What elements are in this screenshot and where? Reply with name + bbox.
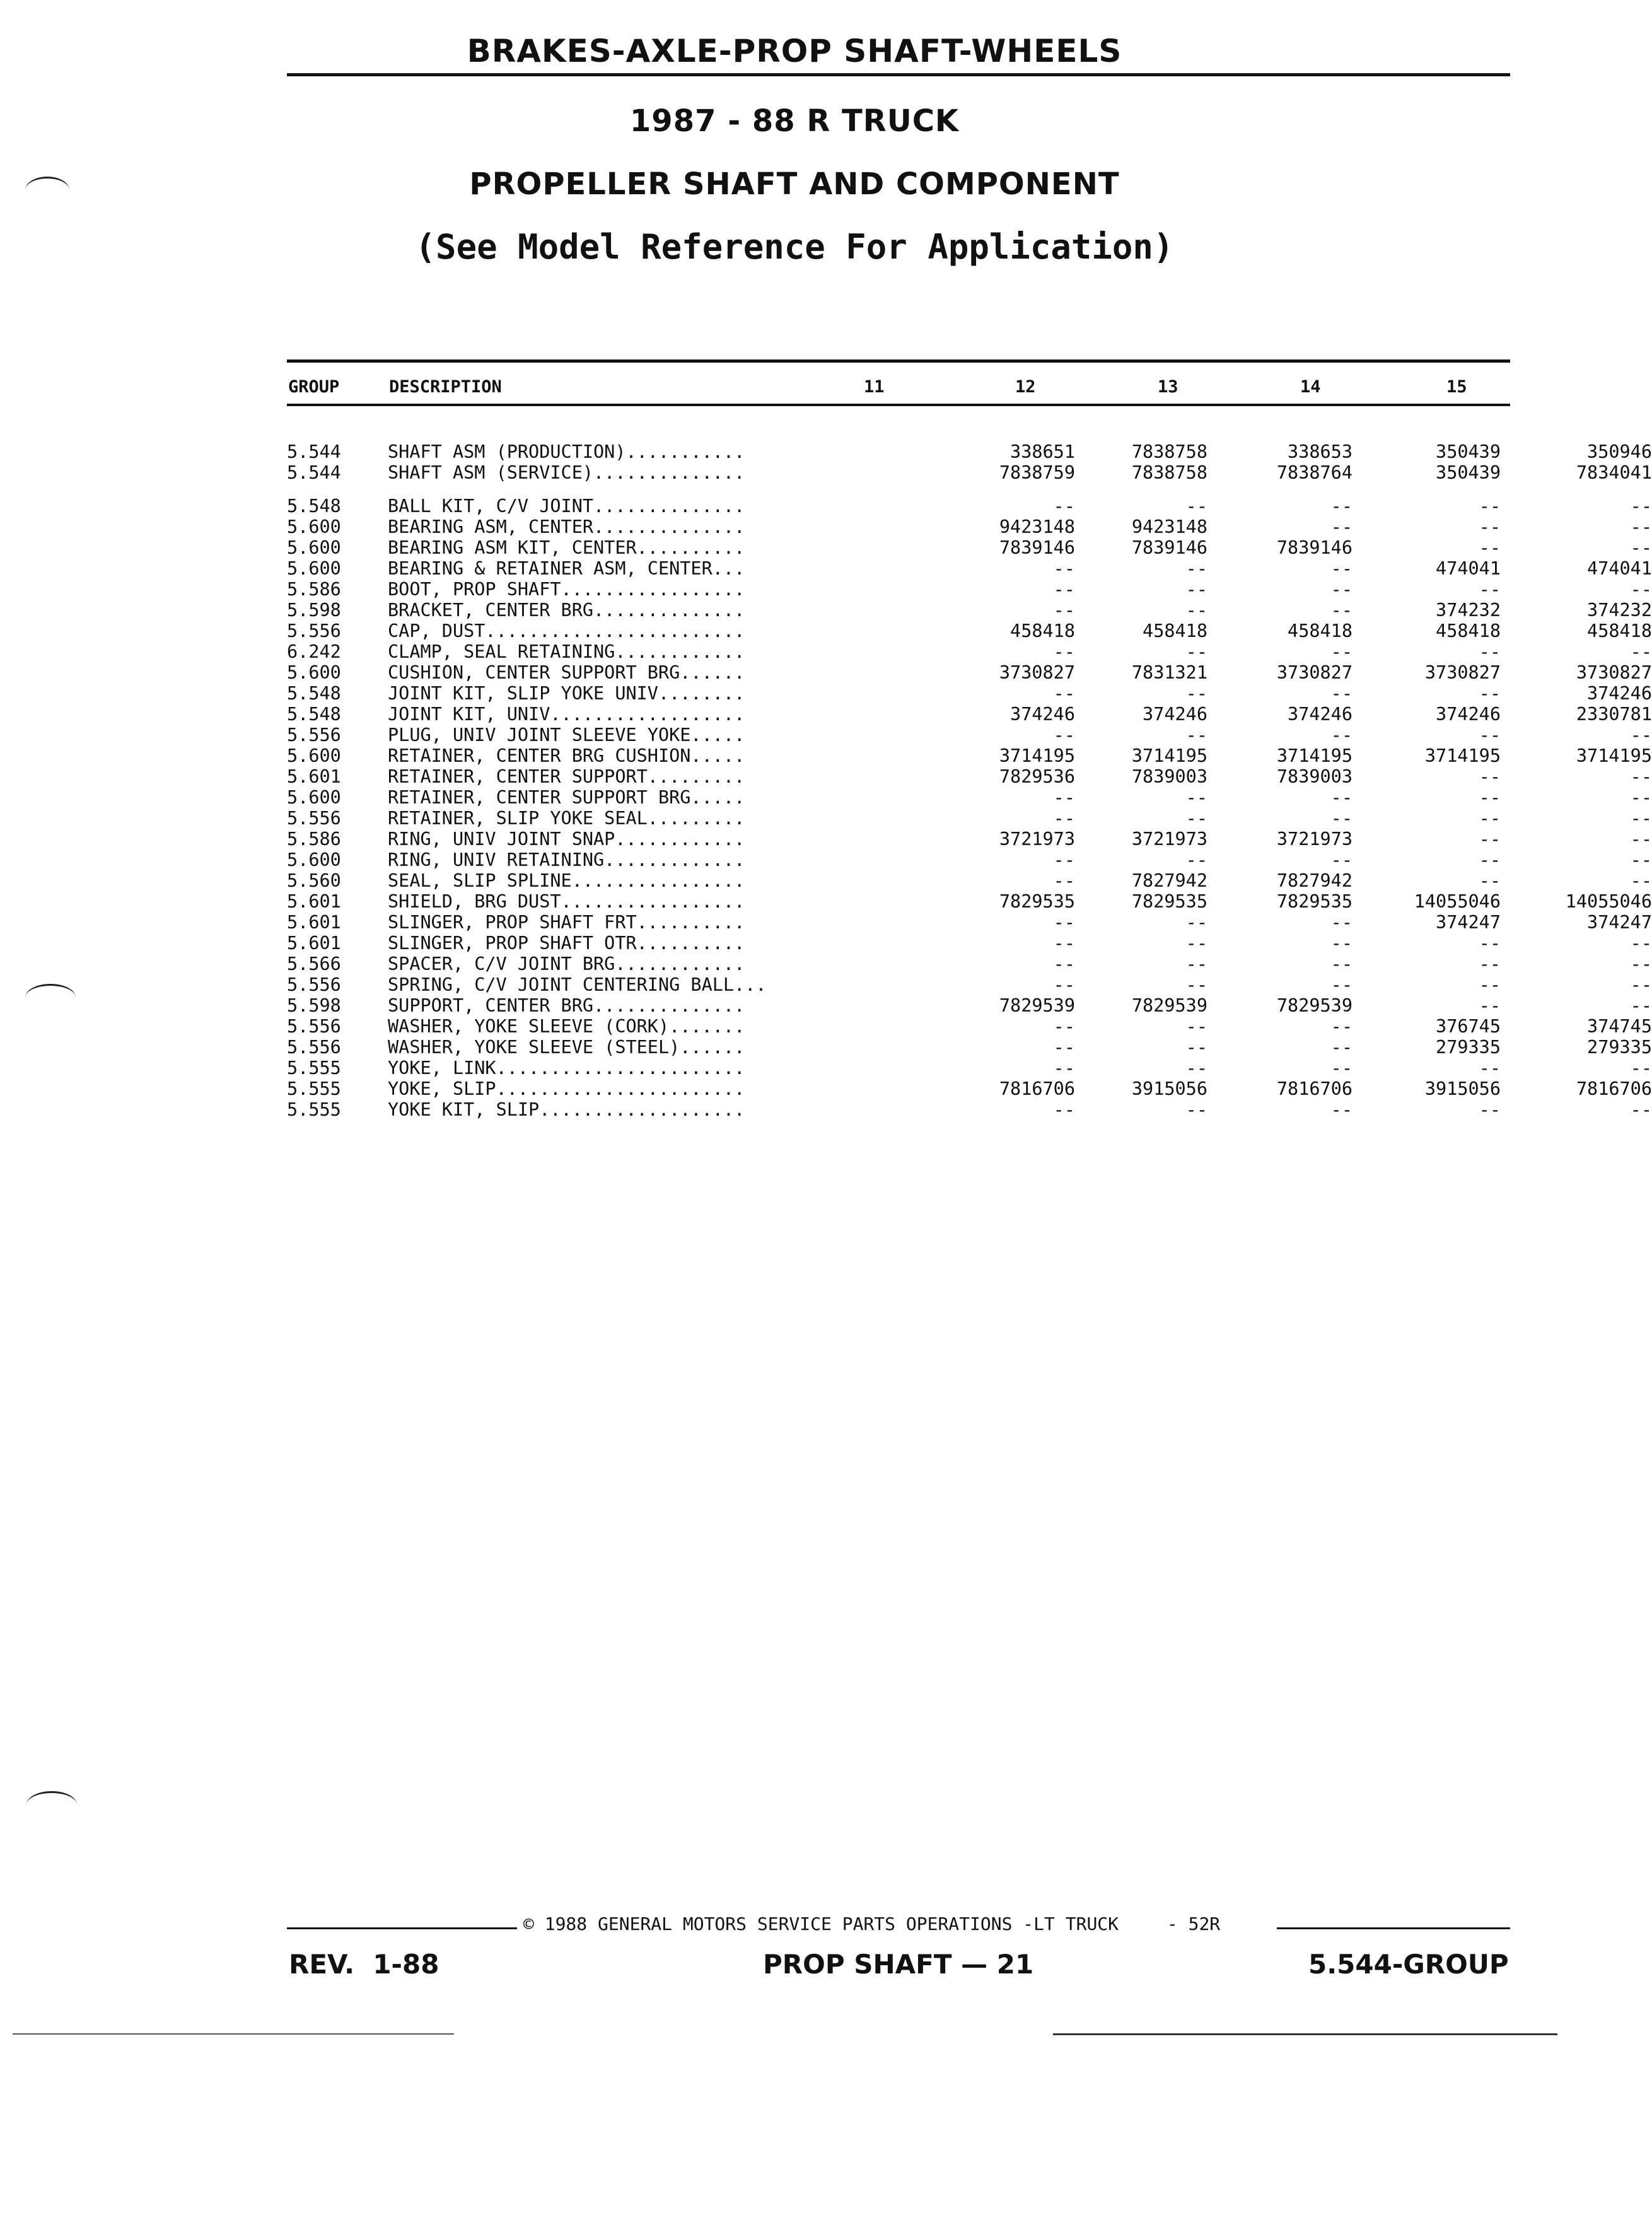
part-number-14: --	[1479, 725, 1501, 745]
copyright-text: © 1988 GENERAL MOTORS SERVICE PARTS OPERATIONS -LT TRUCK	[523, 1913, 1119, 1934]
model-title: 1987 - 88 R TRUCK	[629, 103, 960, 139]
group-code: 5.555	[287, 1099, 341, 1120]
part-number-15: --	[1630, 1058, 1652, 1078]
part-number-13: 7816706	[1276, 1078, 1352, 1099]
part-number-12: 7829535	[1131, 891, 1207, 912]
part-description: RETAINER, CENTER SUPPORT BRG.....	[388, 787, 745, 808]
part-description: CLAMP, SEAL RETAINING............	[388, 641, 745, 662]
binder-hole-mark	[25, 984, 76, 1011]
part-number-11: --	[1053, 870, 1075, 891]
binder-hole-mark	[25, 177, 69, 204]
part-description: RING, UNIV JOINT SNAP............	[388, 829, 745, 850]
group-code: 5.600	[287, 662, 341, 683]
part-number-12: --	[1185, 974, 1207, 995]
group-code: 5.556	[287, 1016, 341, 1037]
part-number-13: --	[1330, 787, 1352, 808]
part-description: YOKE, SLIP.......................	[388, 1078, 745, 1099]
group-code: 5.566	[287, 954, 341, 974]
part-number-14: --	[1479, 829, 1501, 850]
component-title: PROPELLER SHAFT AND COMPONENT	[469, 166, 1120, 202]
group-code: 5.586	[287, 829, 341, 850]
part-number-13: --	[1330, 558, 1352, 579]
part-number-14: --	[1479, 537, 1501, 558]
column-header-15: 15	[1446, 377, 1467, 397]
group-code: 5.586	[287, 579, 341, 600]
part-number-14: --	[1479, 683, 1501, 704]
part-number-15: 458418	[1587, 621, 1652, 641]
column-header-13: 13	[1158, 377, 1178, 397]
application-note: (See Model Reference For Application)	[415, 227, 1174, 267]
group-code: 5.548	[287, 704, 341, 725]
footer-rule-right	[1277, 1927, 1510, 1929]
part-number-14: --	[1479, 995, 1501, 1016]
part-number-11: --	[1053, 787, 1075, 808]
part-number-12: --	[1185, 787, 1207, 808]
part-number-15: --	[1630, 974, 1652, 995]
part-number-12: 458418	[1143, 621, 1207, 641]
part-number-11: 3721973	[999, 829, 1075, 850]
page-code: - 52R	[1166, 1913, 1221, 1934]
part-number-11: --	[1053, 808, 1075, 829]
part-description: JOINT KIT, SLIP YOKE UNIV........	[388, 683, 745, 704]
part-number-12: --	[1185, 579, 1207, 600]
column-header-description: DESCRIPTION	[389, 377, 502, 397]
part-description: YOKE, LINK.......................	[388, 1058, 745, 1078]
part-number-15: 7834041	[1576, 462, 1652, 483]
part-number-11: --	[1053, 1037, 1075, 1058]
part-description: BRACKET, CENTER BRG..............	[388, 600, 745, 621]
part-number-14: 474041	[1436, 558, 1501, 579]
part-number-12: 3714195	[1131, 745, 1207, 766]
group-code: 5.548	[287, 683, 341, 704]
part-number-14: 3915056	[1424, 1078, 1501, 1099]
part-number-15: --	[1630, 995, 1652, 1016]
binder-hole-mark	[26, 1791, 77, 1818]
part-number-15: --	[1630, 850, 1652, 870]
part-number-11: 338651	[1010, 441, 1075, 462]
part-number-12: 3915056	[1131, 1078, 1207, 1099]
part-number-12: --	[1185, 850, 1207, 870]
group-code: 5.598	[287, 995, 341, 1016]
part-number-12: 7827942	[1131, 870, 1207, 891]
revision-label: REV. 1-88	[289, 1949, 439, 1980]
group-code: 5.600	[287, 745, 341, 766]
part-number-14: --	[1479, 850, 1501, 870]
group-code: 5.556	[287, 1037, 341, 1058]
part-number-11: 3714195	[999, 745, 1075, 766]
part-number-15: --	[1630, 537, 1652, 558]
part-number-14: 374246	[1436, 704, 1501, 725]
group-code: 5.601	[287, 891, 341, 912]
part-number-15: --	[1630, 641, 1652, 662]
part-description: SEAL, SLIP SPLINE................	[388, 870, 745, 891]
part-description: BOOT, PROP SHAFT.................	[388, 579, 745, 600]
part-number-14: --	[1479, 496, 1501, 517]
part-number-14: 3730827	[1424, 662, 1501, 683]
part-number-13: 7827942	[1276, 870, 1352, 891]
part-number-13: 338653	[1288, 441, 1352, 462]
part-number-15: 279335	[1587, 1037, 1652, 1058]
part-number-15: 474041	[1587, 558, 1652, 579]
top-rule	[287, 73, 1510, 76]
part-number-13: 7829535	[1276, 891, 1352, 912]
part-description: BEARING ASM, CENTER..............	[388, 517, 745, 537]
part-number-14: --	[1479, 787, 1501, 808]
part-number-13: 3730827	[1276, 662, 1352, 683]
footer-rule-left	[287, 1927, 517, 1929]
group-code: 5.600	[287, 537, 341, 558]
part-number-15: 374232	[1587, 600, 1652, 621]
part-description: WASHER, YOKE SLEEVE (CORK).......	[388, 1016, 745, 1037]
part-number-13: 3721973	[1276, 829, 1352, 850]
part-number-15: 3714195	[1576, 745, 1652, 766]
group-code: 5.600	[287, 517, 341, 537]
part-number-11: --	[1053, 933, 1075, 954]
part-number-11: 374246	[1010, 704, 1075, 725]
part-number-11: 7829535	[999, 891, 1075, 912]
part-number-15: --	[1630, 787, 1652, 808]
group-code: 5.544	[287, 441, 341, 462]
part-number-15: 350946	[1587, 441, 1652, 462]
part-number-12: --	[1185, 725, 1207, 745]
part-number-13: --	[1330, 933, 1352, 954]
part-number-12: 374246	[1143, 704, 1207, 725]
part-number-13: 374246	[1288, 704, 1352, 725]
part-number-13: 3714195	[1276, 745, 1352, 766]
group-code: 5.600	[287, 558, 341, 579]
part-number-12: --	[1185, 1099, 1207, 1120]
part-description: SPACER, C/V JOINT BRG............	[388, 954, 745, 974]
part-description: RETAINER, CENTER SUPPORT.........	[388, 766, 745, 787]
part-number-15: 374246	[1587, 683, 1652, 704]
part-number-13: --	[1330, 600, 1352, 621]
part-number-13: --	[1330, 1058, 1352, 1078]
part-description: SUPPORT, CENTER BRG..............	[388, 995, 745, 1016]
part-description: SLINGER, PROP SHAFT FRT..........	[388, 912, 745, 933]
part-number-12: --	[1185, 641, 1207, 662]
group-code: 5.556	[287, 974, 341, 995]
part-number-12: --	[1185, 1058, 1207, 1078]
part-number-11: 7838759	[999, 462, 1075, 483]
part-number-13: --	[1330, 1037, 1352, 1058]
part-number-11: --	[1053, 912, 1075, 933]
part-number-15: --	[1630, 725, 1652, 745]
part-number-13: 7839146	[1276, 537, 1352, 558]
column-header-11: 11	[864, 377, 885, 397]
part-number-12: 7838758	[1131, 441, 1207, 462]
part-number-11: --	[1053, 1016, 1075, 1037]
part-number-12: 9423148	[1131, 517, 1207, 537]
part-number-15: --	[1630, 808, 1652, 829]
part-number-13: --	[1330, 641, 1352, 662]
part-number-14: 376745	[1436, 1016, 1501, 1037]
part-number-15: --	[1630, 933, 1652, 954]
part-number-11: 3730827	[999, 662, 1075, 683]
part-number-15: 14055046	[1565, 891, 1652, 912]
part-number-12: 3721973	[1131, 829, 1207, 850]
part-description: SHIELD, BRG DUST.................	[388, 891, 745, 912]
part-number-14: --	[1479, 641, 1501, 662]
part-number-13: --	[1330, 1016, 1352, 1037]
part-number-11: --	[1053, 600, 1075, 621]
part-number-11: --	[1053, 683, 1075, 704]
part-number-14: 374232	[1436, 600, 1501, 621]
section-title: BRAKES-AXLE-PROP SHAFT-WHEELS	[467, 33, 1122, 69]
part-number-12: --	[1185, 496, 1207, 517]
part-number-15: --	[1630, 1099, 1652, 1120]
page-label: PROP SHAFT — 21	[763, 1949, 1034, 1980]
part-number-11: 9423148	[999, 517, 1075, 537]
part-number-11: --	[1053, 1058, 1075, 1078]
group-code: 5.555	[287, 1078, 341, 1099]
part-description: BEARING & RETAINER ASM, CENTER...	[388, 558, 745, 579]
part-number-11: 7829536	[999, 766, 1075, 787]
part-number-11: --	[1053, 558, 1075, 579]
column-header-12: 12	[1015, 377, 1036, 397]
part-number-11: --	[1053, 579, 1075, 600]
part-number-11: 458418	[1010, 621, 1075, 641]
part-number-13: --	[1330, 954, 1352, 974]
part-number-12: --	[1185, 683, 1207, 704]
part-number-11: 7816706	[999, 1078, 1075, 1099]
part-number-13: --	[1330, 579, 1352, 600]
part-description: SPRING, C/V JOINT CENTERING BALL...	[388, 974, 767, 995]
part-description: SHAFT ASM (SERVICE)..............	[388, 462, 745, 483]
part-number-15: 374247	[1587, 912, 1652, 933]
footer-copyright	[523, 1913, 1220, 1934]
part-number-13: --	[1330, 912, 1352, 933]
group-code: 6.242	[287, 641, 341, 662]
group-code: 5.598	[287, 600, 341, 621]
group-code: 5.601	[287, 912, 341, 933]
part-number-12: --	[1185, 600, 1207, 621]
part-description: WASHER, YOKE SLEEVE (STEEL)......	[388, 1037, 745, 1058]
part-number-13: --	[1330, 683, 1352, 704]
part-number-11: 7839146	[999, 537, 1075, 558]
part-number-12: --	[1185, 933, 1207, 954]
part-description: YOKE KIT, SLIP...................	[388, 1099, 745, 1120]
part-number-11: 7829539	[999, 995, 1075, 1016]
part-number-12: --	[1185, 808, 1207, 829]
part-description: RING, UNIV RETAINING.............	[388, 850, 745, 870]
part-number-12: 7839146	[1131, 537, 1207, 558]
part-number-13: 458418	[1288, 621, 1352, 641]
part-number-15: --	[1630, 496, 1652, 517]
group-code: 5.556	[287, 621, 341, 641]
part-number-14: 3714195	[1424, 745, 1501, 766]
group-code: 5.556	[287, 725, 341, 745]
part-number-15: --	[1630, 766, 1652, 787]
scan-edge-line-left	[13, 2033, 454, 2035]
part-number-13: --	[1330, 808, 1352, 829]
part-description: JOINT KIT, UNIV..................	[388, 704, 745, 725]
part-description: PLUG, UNIV JOINT SLEEVE YOKE.....	[388, 725, 745, 745]
group-code: 5.556	[287, 808, 341, 829]
part-number-11: --	[1053, 1099, 1075, 1120]
part-description: RETAINER, SLIP YOKE SEAL.........	[388, 808, 745, 829]
group-code: 5.600	[287, 787, 341, 808]
part-number-15: 7816706	[1576, 1078, 1652, 1099]
part-number-14: 350439	[1436, 462, 1501, 483]
part-number-11: --	[1053, 496, 1075, 517]
part-number-14: 458418	[1436, 621, 1501, 641]
part-number-14: 350439	[1436, 441, 1501, 462]
part-number-14: --	[1479, 954, 1501, 974]
part-description: CAP, DUST........................	[388, 621, 745, 641]
part-description: SHAFT ASM (PRODUCTION)...........	[388, 441, 745, 462]
part-number-11: --	[1053, 974, 1075, 995]
part-number-11: --	[1053, 850, 1075, 870]
part-description: SLINGER, PROP SHAFT OTR..........	[388, 933, 745, 954]
group-code: 5.548	[287, 496, 341, 517]
part-number-11: --	[1053, 954, 1075, 974]
part-number-14: --	[1479, 1099, 1501, 1120]
part-number-13: --	[1330, 850, 1352, 870]
part-number-13: --	[1330, 974, 1352, 995]
group-reference: 5.544-GROUP	[1308, 1949, 1509, 1980]
part-number-14: --	[1479, 870, 1501, 891]
scan-edge-line-right	[1053, 2033, 1557, 2035]
part-number-15: --	[1630, 954, 1652, 974]
part-number-12: --	[1185, 558, 1207, 579]
part-number-13: --	[1330, 1099, 1352, 1120]
part-number-15: --	[1630, 870, 1652, 891]
part-number-13: --	[1330, 496, 1352, 517]
table-header-bottom-rule	[287, 404, 1510, 406]
part-number-14: 14055046	[1414, 891, 1501, 912]
column-header-14: 14	[1300, 377, 1321, 397]
part-number-13: --	[1330, 517, 1352, 537]
column-header-group: GROUP	[288, 377, 340, 397]
part-number-13: 7829539	[1276, 995, 1352, 1016]
part-number-12: --	[1185, 912, 1207, 933]
part-number-14: --	[1479, 808, 1501, 829]
part-number-13: 7838764	[1276, 462, 1352, 483]
group-code: 5.555	[287, 1058, 341, 1078]
part-number-14: 374247	[1436, 912, 1501, 933]
part-number-12: --	[1185, 1037, 1207, 1058]
part-number-15: 2330781	[1576, 704, 1652, 725]
part-description: BALL KIT, C/V JOINT..............	[388, 496, 745, 517]
part-number-14: --	[1479, 766, 1501, 787]
part-number-13: 7839003	[1276, 766, 1352, 787]
part-description: CUSHION, CENTER SUPPORT BRG......	[388, 662, 745, 683]
part-number-14: --	[1479, 1058, 1501, 1078]
part-description: RETAINER, CENTER BRG CUSHION.....	[388, 745, 745, 766]
group-code: 5.544	[287, 462, 341, 483]
part-number-14: --	[1479, 974, 1501, 995]
part-number-12: --	[1185, 1016, 1207, 1037]
part-number-15: --	[1630, 517, 1652, 537]
part-number-11: --	[1053, 641, 1075, 662]
part-number-12: 7831321	[1131, 662, 1207, 683]
part-number-11: --	[1053, 725, 1075, 745]
part-number-14: --	[1479, 579, 1501, 600]
part-number-12: 7839003	[1131, 766, 1207, 787]
part-number-12: 7838758	[1131, 462, 1207, 483]
table-header-top-rule	[287, 359, 1510, 363]
part-description: BEARING ASM KIT, CENTER..........	[388, 537, 745, 558]
group-code: 5.601	[287, 766, 341, 787]
part-number-12: 7829539	[1131, 995, 1207, 1016]
group-code: 5.560	[287, 870, 341, 891]
part-number-15: --	[1630, 829, 1652, 850]
part-number-15: --	[1630, 579, 1652, 600]
part-number-14: --	[1479, 517, 1501, 537]
part-number-14: --	[1479, 933, 1501, 954]
part-number-15: 374745	[1587, 1016, 1652, 1037]
part-number-12: --	[1185, 954, 1207, 974]
group-code: 5.601	[287, 933, 341, 954]
part-number-15: 3730827	[1576, 662, 1652, 683]
group-code: 5.600	[287, 850, 341, 870]
part-number-13: --	[1330, 725, 1352, 745]
part-number-14: 279335	[1436, 1037, 1501, 1058]
